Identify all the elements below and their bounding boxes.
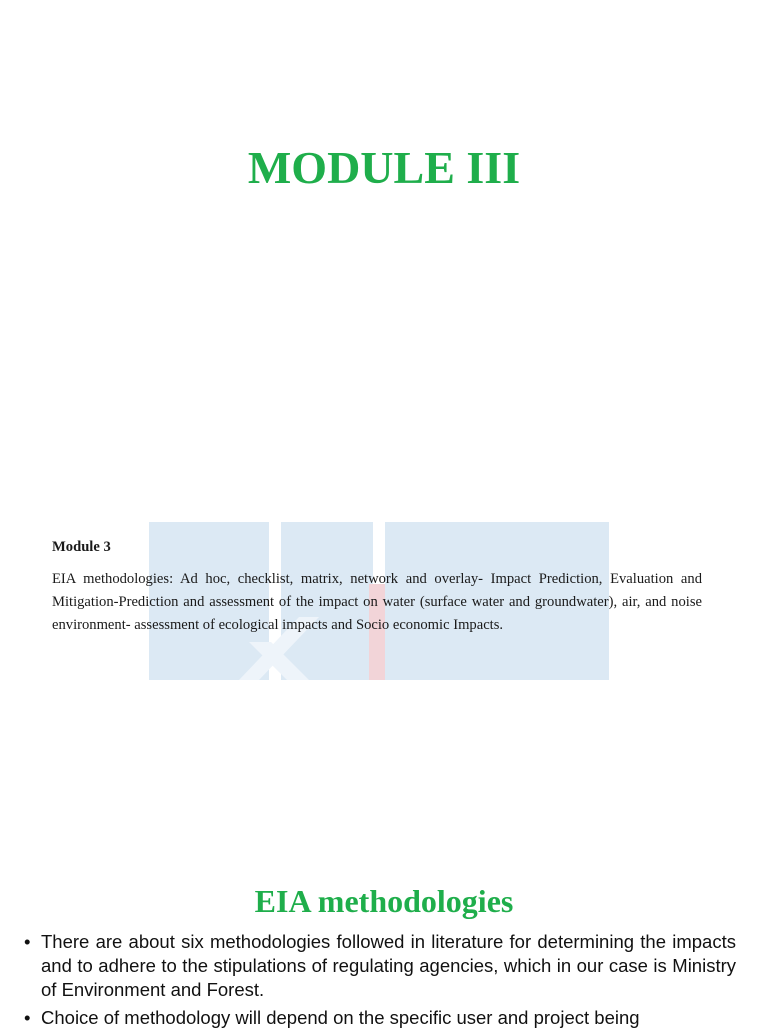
- bullet-icon: •: [24, 931, 31, 952]
- syllabus-scan: [0, 520, 768, 684]
- syllabus-text: [52, 536, 702, 637]
- bullet-list: [24, 930, 736, 1034]
- bullet-icon: •: [24, 1007, 31, 1028]
- bullet-text: There are about six methodologies followed in literature for determining the impacts and to adhere to the stipulations of regulating agencies, which in our case is Ministry of Environment and Forest.: [41, 931, 736, 1000]
- bullet-item: [24, 1006, 736, 1030]
- bullet-text: Choice of methodology will depend on the specific user and project being: [41, 1007, 640, 1028]
- syllabus-heading: Module 3: [52, 539, 111, 555]
- module-title: MODULE III: [247, 142, 521, 193]
- section-title: EIA methodologies: [254, 883, 514, 919]
- bullet-item: [24, 930, 736, 1002]
- syllabus-body: EIA methodologies: Ad hoc, checklist, matrix, network and overlay- Impact Prediction, Evaluation and Mitigation-Prediction and assessment of the impact on water (surface water and groundwater), air, and noise environment- assessment of ecological impacts and Socio economic Impacts.: [52, 571, 702, 633]
